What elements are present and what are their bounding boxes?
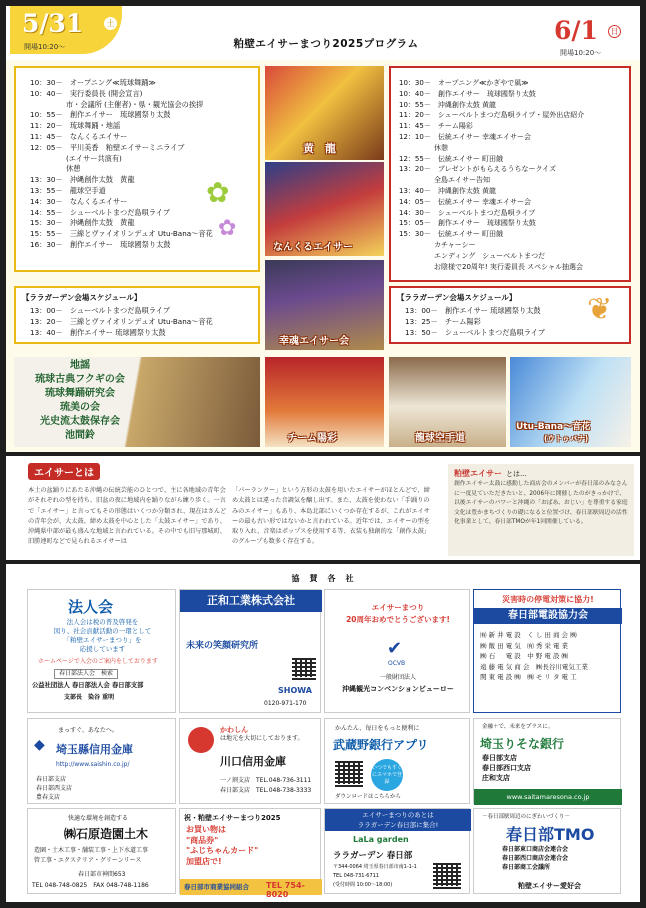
page-title: 粕壁エイサーまつり2025プログラム bbox=[233, 38, 419, 50]
resona-branch: 庄和支店 bbox=[482, 774, 510, 782]
denso-member-row: ㈱ 石 電 設 中 野 電 設 ㈱ bbox=[480, 652, 569, 660]
card-copy bbox=[186, 825, 258, 867]
schedule-line: 市・会議所 (主催者)・県・観光協会の挨拶 bbox=[30, 99, 204, 109]
group-ikema: 池間鈴 bbox=[65, 430, 95, 441]
schedule-line: 14：30－ シューベルトまつだ島唄ライブ bbox=[399, 208, 536, 217]
group-kenkyukai: 琉球舞踊研究会 bbox=[45, 388, 115, 399]
day2-open: 開場10:20～ bbox=[560, 49, 602, 57]
ocvb-logo-icon: ✔ bbox=[387, 638, 403, 659]
sponsor-tmo bbox=[473, 808, 621, 894]
ishihara-top: 快適な環境を創造する bbox=[68, 815, 129, 822]
eisa-side-box bbox=[448, 464, 634, 556]
day2-dow: 日 bbox=[608, 25, 621, 38]
schedule-line: エンディング シューベルトまつだ bbox=[399, 251, 546, 260]
schedule-line: 13：55－ 龍球空手道 bbox=[30, 185, 106, 195]
schedule-line: 15：05－ 創作エイサー 琉球國祭り太鼓 bbox=[399, 219, 536, 228]
denso-member-row: ㈲ 新 井 電 設 く し 田 商 会 ㈱ bbox=[480, 631, 577, 639]
denso-name: 春日部電設協力会 bbox=[474, 608, 622, 624]
schedule-line: 13：20－ 三線とヴァイオリンデュオ Utu-Bana～音花 bbox=[30, 316, 213, 326]
day2-schedule bbox=[389, 66, 631, 282]
schedule-line: 10：30－ オープニング≪琉球舞踊≫ bbox=[30, 78, 156, 87]
schedule-line: 10：55－ 創作エイサー 琉球國祭り太鼓 bbox=[30, 110, 171, 120]
hojinkai-line: 応援しています bbox=[79, 645, 126, 653]
schedule-line: 12：55－ 伝統エイサー 町田餓 bbox=[399, 154, 504, 163]
tmo-member: 春日部東口商店会連合会 bbox=[502, 846, 569, 853]
group-jikata: 地謡 bbox=[70, 360, 90, 371]
schedule-line: 14：05－ 伝統エイサー 幸魂エイサー会 bbox=[399, 197, 532, 206]
saishin-branches bbox=[36, 775, 72, 802]
schedule-line: 10：30－ オープニング≪かぎやで風≫ bbox=[399, 79, 529, 87]
kawaguchi-t2: TEL.048-738-3333 bbox=[256, 787, 312, 794]
sponsor-hojinkai bbox=[27, 589, 176, 713]
schedule-line: 14：55－ シューベルトまつだ島唄ライブ bbox=[30, 207, 170, 217]
photo-kodama bbox=[265, 260, 384, 350]
musashino-top: かんたん、毎日をもっと便利に bbox=[335, 725, 420, 732]
hojinkai-line: 法人会は税の普及啓発を bbox=[66, 618, 139, 626]
schedule-line: 15：55－ 三線とヴァイオリンデュオ Utu-Bana～音花 bbox=[30, 229, 213, 239]
photo-utubana bbox=[510, 357, 631, 447]
saishin-name: 埼玉縣信用金庫 bbox=[56, 743, 133, 756]
card-footer bbox=[180, 879, 322, 899]
musashino-qr-code[interactable] bbox=[335, 759, 363, 787]
card-line: お買い物は bbox=[186, 825, 226, 834]
ishihara-addr: 春日部市神間653 bbox=[78, 871, 126, 878]
day2-lines bbox=[399, 78, 584, 272]
day2-lala-lines bbox=[405, 306, 545, 338]
group-koshiryu: 光史流太鼓保存会 bbox=[40, 416, 120, 427]
caption-nankuru: なんくるエイサー bbox=[273, 242, 353, 253]
eisa-side-title: 粕壁エイサー bbox=[454, 469, 502, 478]
day1-lala-schedule bbox=[14, 286, 260, 344]
hojinkai-text bbox=[34, 618, 171, 654]
schedule-line: 13：00－ 創作エイサー 琉球國祭り太鼓 bbox=[405, 306, 541, 315]
hojinkai-search[interactable]: 春日部法人会 検索 bbox=[54, 669, 118, 679]
hojinkai-line: 図り、社会貢献活動の一環として bbox=[53, 627, 152, 635]
kawaguchi-t1: TEL.048-736-3111 bbox=[256, 777, 312, 784]
schedule-line: 16：30－ 創作エイサー 琉球國祭り太鼓 bbox=[30, 239, 171, 249]
schedule-line: 11：20－ シューベルトまつだ島唄ライブ・屋外出店紹介 bbox=[399, 111, 585, 120]
kawaguchi-name: 川口信用金庫 bbox=[220, 755, 286, 768]
denso-member-row: 関 東 電 設 ㈱ ㈱ モ リ タ 電 工 bbox=[480, 673, 577, 681]
denso-banner: 災害時の停電対策に協力! bbox=[502, 595, 594, 604]
tmo-members bbox=[502, 845, 568, 872]
group-fukugi: 琉球古典フクギの会 bbox=[35, 374, 125, 385]
groups-list bbox=[20, 359, 140, 443]
schedule-line: カチャーシー bbox=[399, 240, 476, 249]
tmo-member: 春日部商工会議所 bbox=[502, 864, 551, 871]
saishin-tagline: まっすぐ、あなたへ。 bbox=[58, 727, 118, 734]
ishihara-l2: 管工事・エクステリア・グリーンリース bbox=[34, 857, 142, 864]
ocvb-brand: OCVB bbox=[388, 660, 406, 667]
kawaguchi-logo-icon bbox=[188, 727, 214, 753]
day1-dow: 土 bbox=[104, 17, 117, 30]
schedule-line: 休憩 bbox=[30, 164, 81, 174]
day1-lines bbox=[30, 78, 213, 251]
photo-nankuru bbox=[265, 162, 384, 256]
group-rumi: 琉美の会 bbox=[60, 402, 100, 413]
schedule-line: 11：20－ 琉球舞踊・地謡 bbox=[30, 121, 121, 131]
tmo-aikokai: 粕壁エイサー愛好会 bbox=[518, 882, 581, 890]
ocvb-org2: 沖縄観光コンベンションビューロー bbox=[342, 685, 454, 693]
hojinkai-org: 公益社団法人 春日部法人会 春日部支部 bbox=[32, 682, 144, 689]
hojinkai-person: 支部長 染谷 重明 bbox=[64, 694, 115, 701]
schedule-line: 13：20－ プレゼントがもらえるうちなークイズ bbox=[399, 165, 557, 174]
ishihara-name: ㈱石原造園土木 bbox=[64, 827, 149, 841]
schedule-line: 10：40－ 創作エイサー 琉球國祭り太鼓 bbox=[399, 89, 536, 98]
schedule-line: 12：05－ 平川美香 粕壁エイサーミニライブ bbox=[30, 142, 185, 152]
eisa-col1: 本土の盆踊りにあたる沖縄の伝統芸能のひとつで、主に各地域の青年会がそれぞれの型を持ち、旧盆の夜に地域内を踊りながら練り歩く。一言で「エイサー」と言ってもその形態はいくつか分類され、現在はさんどの青年会が、大太鼓、締め太鼓を中心とした「太鼓エイサー」であり、沖縄県中部が最も盛んな地域と言われている。その中でも旧与那城町、旧勝連町などで見られるエイサーは bbox=[28, 487, 227, 546]
resona-url[interactable]: www.saitamaresona.co.jp bbox=[474, 789, 622, 805]
kawaguchi-tag2: は地元を大切にしております。 bbox=[220, 735, 304, 742]
schedule-line: (エイサー共演有) bbox=[30, 153, 122, 163]
sponsors-title: 協 賛 各 社 bbox=[291, 574, 355, 583]
hojinkai-line: 「粕壁エイサーまつり」を bbox=[63, 636, 142, 644]
day2-date-badge bbox=[526, 6, 638, 60]
sponsor-card bbox=[179, 808, 321, 899]
day1-lala-lines bbox=[30, 306, 213, 338]
card-title: 祝・粕壁エイサーまつり2025 bbox=[184, 814, 281, 822]
sponsor-resona bbox=[473, 718, 621, 804]
saishin-branch: 豊春支店 bbox=[36, 794, 61, 801]
day1-lala-title: 【ララガーデン会場スケジュール】 bbox=[22, 293, 142, 302]
denso-members bbox=[480, 630, 588, 683]
sponsor-saitama-shinkin bbox=[27, 718, 176, 804]
musashino-dl[interactable]: ダウンロードはこちらから bbox=[335, 794, 402, 800]
sponsor-lala bbox=[324, 808, 470, 894]
saishin-branch: 春日部支店 bbox=[36, 776, 67, 783]
resona-name: 埼玉りそな銀行 bbox=[480, 737, 565, 751]
schedule-line: 13：00－ シューベルトまつだ島唄ライブ bbox=[30, 306, 170, 315]
schedule-line: 11：45－ チーム陽彩 bbox=[399, 122, 473, 131]
sponsor-showa bbox=[179, 589, 321, 713]
eisa-col2: 「パーランクー」という方形の太鼓を用いたエイサーがほとんどで、締め太鼓とは違った音調気を醸し出す。また、太鼓を使わない「手踊りのみのエイサー」もあり、本島北部にいくつか存在するが、これがエイサーの最も古い形ではないかと言われている。近年では、エイサーの型を取り入れ、音楽はポップスを使用する等、衣装も独創的な「創作太鼓」のグループも数多く存在する。 bbox=[232, 487, 431, 546]
eisa-side-title2: とは… bbox=[506, 470, 527, 478]
showa-slogan: 未来の笑顔研究所 bbox=[186, 641, 259, 651]
caption-utubana: Utu-Bana～音花 bbox=[516, 422, 591, 432]
photo-koryu bbox=[265, 66, 384, 160]
card-tel: TEL 754-8020 bbox=[266, 881, 305, 899]
lala-tel: TEL 048-731-6711 bbox=[333, 873, 380, 879]
sponsor-kawaguchi bbox=[179, 718, 321, 804]
showa-tel: 0120-971-170 bbox=[264, 700, 307, 707]
saishin-branch: 春日部西支店 bbox=[36, 785, 73, 792]
ishihara-l1: 造園・土木工事・舗装工事・上下水道工事 bbox=[34, 847, 149, 854]
lala-hours: (受付時間 10:00～18:00) bbox=[333, 882, 393, 888]
ocvb-line1: エイサーまつり bbox=[371, 603, 425, 612]
sponsor-musashino bbox=[324, 718, 470, 804]
schedule-line: お陰様で20周年! 実行委員長 スペシャル抽選会 bbox=[399, 262, 584, 271]
sponsor-ocvb bbox=[324, 589, 470, 713]
butterfly-icon: ✿ bbox=[218, 216, 237, 241]
saishin-url[interactable]: http://www.saishin.co.jp/ bbox=[56, 761, 130, 768]
ishihara-tel: TEL 048-748-0825 FAX 048-748-1186 bbox=[32, 882, 149, 889]
card-line: "商品券" bbox=[186, 835, 219, 845]
day1-schedule bbox=[14, 66, 260, 272]
sponsor-denso bbox=[473, 589, 621, 713]
schedule-line: 13：25－ チーム陽彩 bbox=[405, 316, 481, 326]
schedule-line: 15：30－ 伝統エイサー 町田餓 bbox=[399, 230, 504, 239]
kawaguchi-b1: 一ノ割支店 bbox=[220, 777, 251, 784]
resona-branch: 春日部西口支店 bbox=[482, 764, 531, 772]
photo-karate bbox=[389, 357, 506, 447]
day1-date: 5/31 bbox=[22, 9, 84, 38]
lala-qr-code[interactable] bbox=[433, 861, 461, 889]
tmo-top: －春日部駅周辺のにぎわいづくり－ bbox=[482, 814, 571, 820]
caption-koryu: 黄 龍 bbox=[303, 142, 336, 155]
ocvb-org1: 一般財団法人 bbox=[379, 674, 416, 681]
denso-member-row: 遠 藤 電 気 商 会 ㈱長谷川電気工業 bbox=[480, 662, 588, 671]
hojinkai-link[interactable]: ホームページで入会のご案内をしております bbox=[38, 658, 158, 665]
day2-lala-title: 【ララガーデン会場スケジュール】 bbox=[397, 293, 517, 302]
lala-name: ララガーデン 春日部 bbox=[333, 851, 413, 861]
caption-chiimu: チーム陽彩 bbox=[287, 433, 337, 444]
ocvb-line2: 20周年おめでとうございます! bbox=[346, 615, 450, 624]
tmo-member: 春日部西口商店会連合会 bbox=[502, 855, 569, 862]
lala-top1: エイサーまつりのあとは bbox=[362, 811, 434, 819]
schedule-line: 休憩 bbox=[399, 143, 448, 152]
schedule-line: 15：30－ 沖縄創作太鼓 黄龍 bbox=[30, 218, 135, 228]
schedule-line: 13：30－ 沖縄創作太鼓 黄龍 bbox=[30, 175, 135, 185]
schedule-line: 13：40－ 沖縄創作太鼓 黄龍 bbox=[399, 186, 497, 195]
caption-karate: 龍球空手道 bbox=[415, 433, 465, 444]
showa-brand: SHOWA bbox=[278, 686, 312, 695]
schedule-line: 13：50－ シューベルトまつだ島唄ライブ bbox=[405, 327, 545, 337]
showa-qr-code[interactable] bbox=[292, 656, 316, 680]
schedule-line: 12：10－ 伝統エイサー 幸魂エイサー会 bbox=[399, 132, 532, 141]
lala-addr: 〒344-0064 埼玉県春日部市南1-1-1 bbox=[333, 864, 417, 870]
resona-branch: 春日部支店 bbox=[482, 754, 517, 762]
bamboo-icon: ❦ bbox=[587, 292, 613, 327]
kawaguchi-tag1: かわしん bbox=[220, 726, 248, 734]
card-foot: 春日部市商業協同組合 bbox=[184, 883, 249, 891]
day1-open: 開場10:20～ bbox=[24, 43, 66, 51]
saishin-logo-icon: ◆ bbox=[34, 737, 45, 753]
lala-brand: LaLa garden bbox=[353, 835, 409, 844]
schedule-line: 14：30－ なんくるエイサー bbox=[30, 196, 128, 206]
tmo-name: 春日部TMO bbox=[506, 825, 595, 844]
schedule-line: 11：45－ なんくるエイサー bbox=[30, 131, 128, 141]
hojinkai-name: 法人会 bbox=[68, 598, 114, 616]
denso-member-row: ㈱ 飯 田 電 気 ㈲ 秀 栄 電 業 bbox=[480, 641, 569, 650]
caption-utubana-sub: (ウトゥバナ) bbox=[544, 434, 589, 443]
schedule-line: 13：40－ 創作エイサー 琉球國祭り太鼓 bbox=[30, 327, 166, 337]
sponsor-ishihara bbox=[27, 808, 176, 894]
photo-groups bbox=[14, 357, 260, 447]
schedule-line: 10：55－ 沖縄創作太鼓 黄龍 bbox=[399, 100, 497, 109]
card-line: "ふじちゃんカード" bbox=[186, 846, 259, 855]
resona-top: 金融＋で、未来をプラスに。 bbox=[482, 724, 554, 730]
musashino-badge: いつでもすぐにスマホで登録 bbox=[371, 759, 403, 791]
day2-date: 6/1 bbox=[554, 16, 598, 45]
schedule-line: 10：40－ 実行委員長 (開会宣言) bbox=[30, 88, 143, 98]
butterfly-icon: ✿ bbox=[206, 176, 230, 209]
resona-branches bbox=[482, 753, 531, 783]
showa-name: 正和工業株式会社 bbox=[180, 590, 322, 612]
musashino-name: 武蔵野銀行アプリ bbox=[333, 738, 429, 752]
photo-chiimu bbox=[265, 357, 384, 447]
kawaguchi-b2: 春日部支店 bbox=[220, 787, 251, 794]
card-line: 加盟店で! bbox=[186, 856, 222, 866]
schedule-line: 全島エイサー告知 bbox=[399, 176, 490, 185]
lala-top2: ララガーデン春日部に集合! bbox=[357, 821, 439, 829]
caption-kodama: 幸魂エイサー会 bbox=[279, 336, 349, 347]
eisa-title: エイサーとは bbox=[28, 463, 100, 480]
eisa-side-text: 創作エイサー太鼓に感動した商店会のメンバーが春日部のみなさんに一度見ていただきたいと、2006年に開催したのがきっかけで、以後エイサーのパワーと沖縄の「おばあ、おじい」を尊重する家庭文化は豊かまちづくりの礎になると位置づけ、春日部駅周辺の活性化事業として、春日部TMOが年1回開催している。 bbox=[454, 481, 628, 525]
day2-lala-schedule bbox=[389, 286, 631, 344]
lala-banner bbox=[325, 809, 471, 831]
